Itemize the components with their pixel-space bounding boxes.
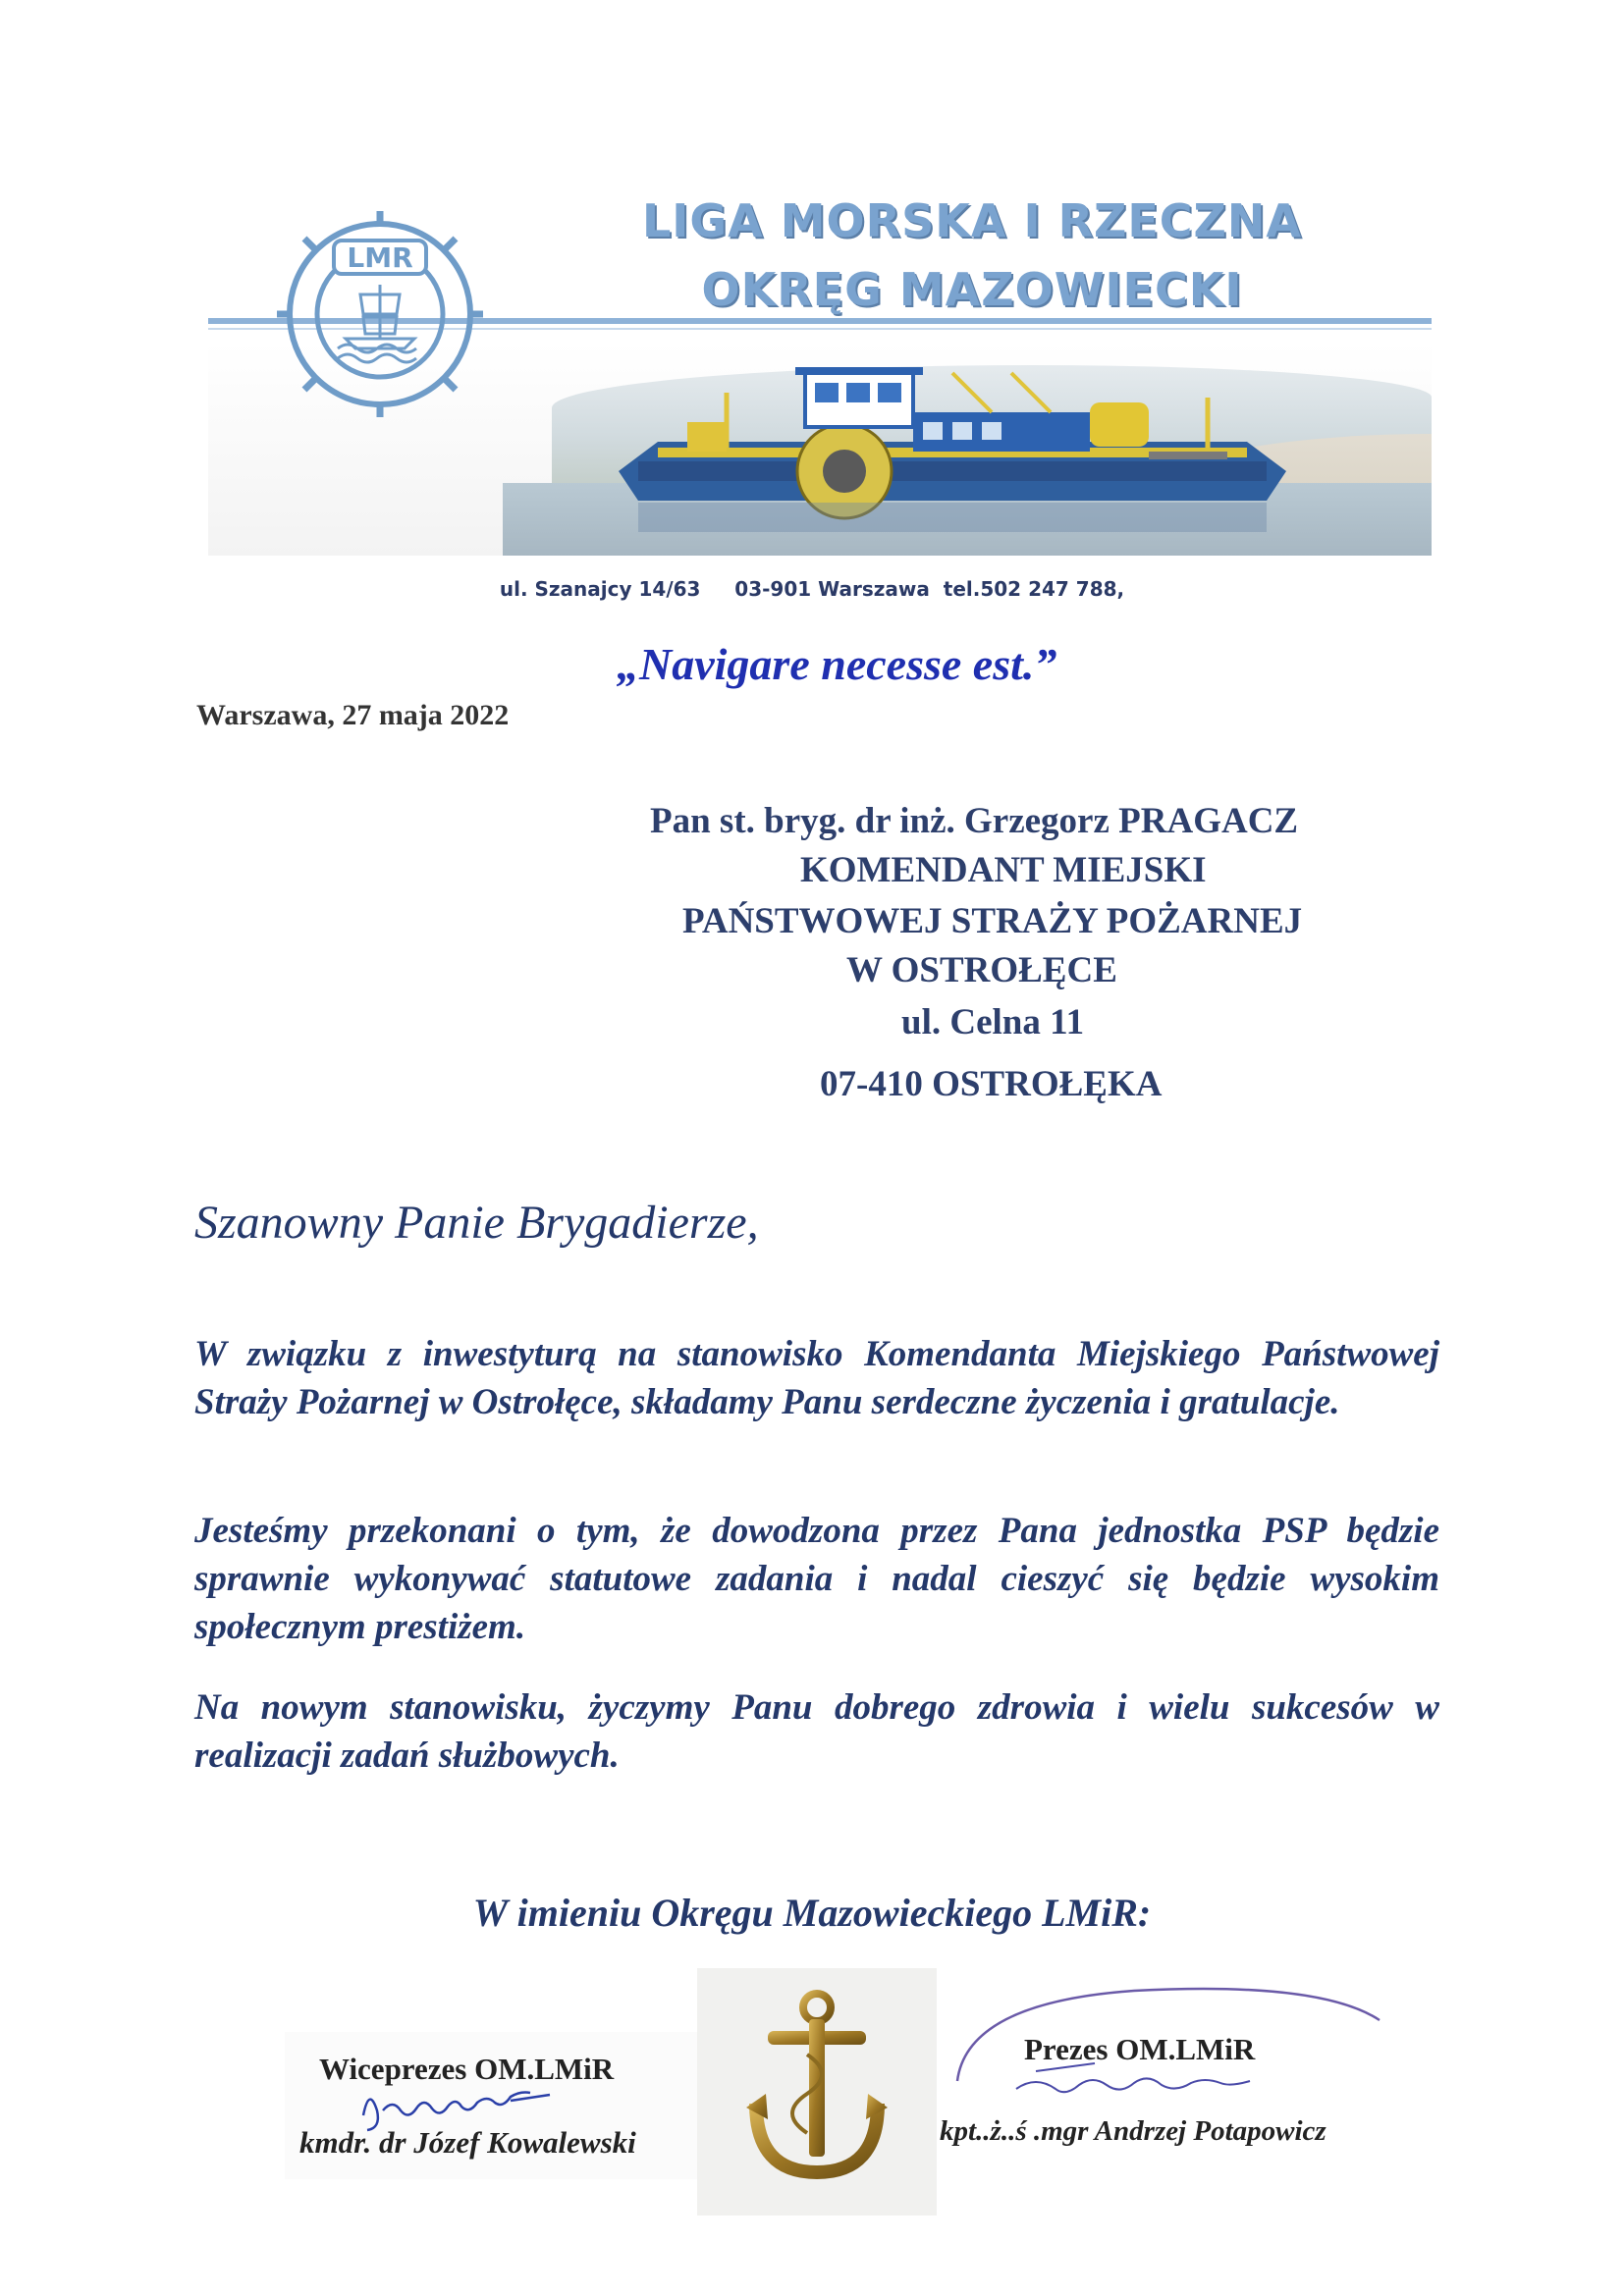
anchor-emblem bbox=[697, 1968, 937, 2216]
svg-text:LMR: LMR bbox=[347, 241, 413, 274]
org-name-line-2: OKRĘG MAZOWIECKI bbox=[701, 263, 1243, 316]
salutation: Szanowny Panie Brygadierze, bbox=[194, 1197, 759, 1249]
paragraph-2: Jesteśmy przekonani o tym, że dowodzona przez Pana jednostka PSP będzie sprawnie wykonywać statutowe zadania i nadal cieszyć się będzie wysokim społecznym prestiżem. bbox=[194, 1511, 1439, 1647]
org-name-line-1: LIGA MORSKA I RZECZNA bbox=[641, 194, 1303, 247]
closing-line: W imieniu Okręgu Mazowieckiego LMiR: bbox=[472, 1891, 1152, 1935]
anchor-icon bbox=[738, 1986, 895, 2192]
addressee-institution: PAŃSTWOWEJ STRAŻY POŻARNEJ bbox=[682, 901, 1303, 941]
address-line: ul. Szanajcy 14/63 03-901 Warszawa tel.502 247 788, bbox=[499, 577, 1125, 601]
lmr-logo-icon bbox=[277, 211, 483, 417]
paragraph-1: W związku z inwestyturą na stanowisko Komendanta Miejskiego Państwowej Straży Pożarnej w Ostrołęce, składamy Panu serdeczne życzenia i gratulacje. bbox=[194, 1334, 1439, 1422]
letter-date: Warszawa, 27 maja 2022 bbox=[196, 699, 510, 731]
addressee-name: Pan st. bryg. dr inż. Grzegorz PRAGACZ bbox=[650, 801, 1299, 841]
signer-name-right: kpt..ż..ś .mgr Andrzej Potapowicz bbox=[940, 2115, 1326, 2147]
signature-block-left bbox=[285, 2032, 697, 2179]
addressee-street: ul. Celna 11 bbox=[901, 1002, 1085, 1042]
signature-block-right bbox=[928, 1973, 1389, 2169]
signer-name-left: kmdr. dr Józef Kowalewski bbox=[299, 2125, 636, 2160]
signer-role-right: Prezes OM.LMiR bbox=[1024, 2032, 1256, 2066]
signer-role-left: Wiceprezes OM.LMiR bbox=[319, 2052, 615, 2086]
addressee-city-line: W OSTROŁĘCE bbox=[846, 950, 1117, 990]
addressee-postcode: 07-410 OSTROŁĘKA bbox=[820, 1064, 1163, 1104]
paragraph-3: Na nowym stanowisku, życzymy Panu dobrego zdrowia i wielu sukcesów w realizacji zadań służbowych. bbox=[194, 1687, 1439, 1776]
motto: „Navigare necesse est.” bbox=[617, 639, 1057, 689]
addressee-title: KOMENDANT MIEJSKI bbox=[800, 850, 1207, 890]
ferry-image bbox=[599, 353, 1306, 540]
